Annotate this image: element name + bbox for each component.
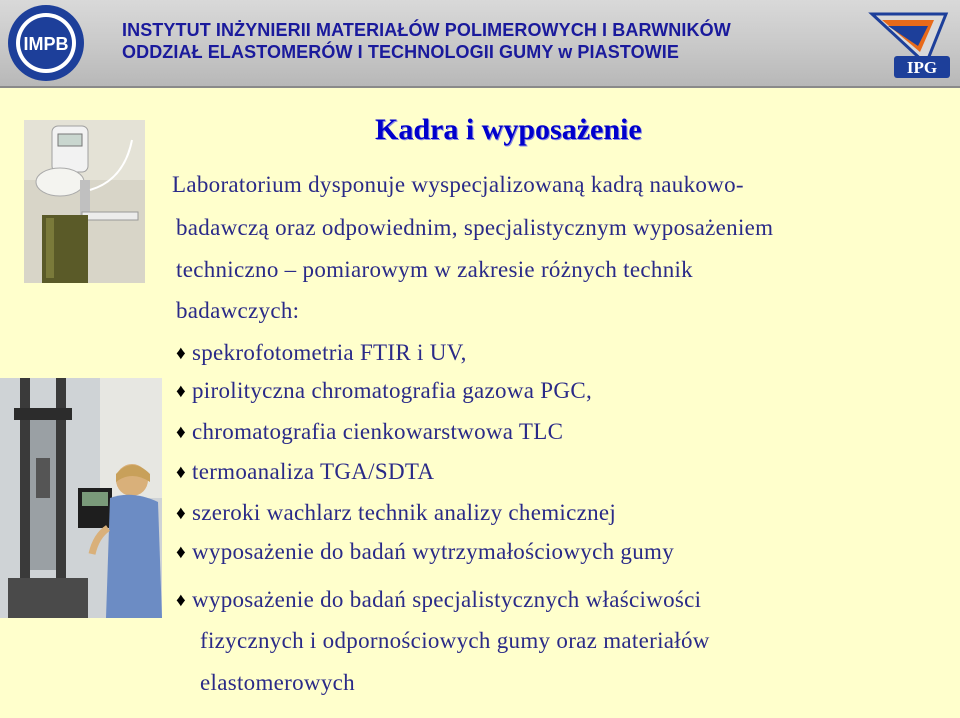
dispenser-photo: [24, 120, 145, 283]
list-item: [176, 419, 563, 445]
intro-line-3: techniczno – pomiarowym w zakresie różnych technik: [176, 257, 693, 282]
impb-logo: [6, 3, 86, 83]
list-item: [176, 378, 592, 404]
list-item-text: spekrofotometria FTIR i UV,: [192, 340, 467, 365]
diamond-bullet-icon: ♦: [176, 590, 186, 611]
continuation-line-1: fizycznych i odpornościowych gumy oraz materiałów: [200, 628, 710, 653]
ipg-logo: [864, 6, 954, 82]
continuation-line-2: elastomerowych: [200, 670, 355, 695]
diamond-bullet-icon: ♦: [176, 343, 186, 364]
list-item: [176, 500, 616, 526]
diamond-bullet-icon: ♦: [176, 462, 186, 483]
page-title: Kadra i wyposażenie: [375, 113, 642, 146]
testing-machine-photo: [0, 378, 162, 618]
header-bar: [0, 0, 960, 88]
institute-name: INSTYTUT INŻYNIERII MATERIAŁÓW POLIMEROWYCH I BARWNIKÓW: [122, 20, 731, 40]
list-item-text: szeroki wachlarz technik analizy chemicznej: [192, 500, 617, 525]
intro-line-1: Laboratorium dysponuje wyspecjalizowaną kadrą naukowo-: [172, 172, 744, 197]
department-name: ODDZIAŁ ELASTOMERÓW I TECHNOLOGII GUMY w PIASTOWIE: [122, 42, 680, 62]
logo-right-text: IPG: [906, 58, 938, 77]
diamond-bullet-icon: ♦: [176, 422, 186, 443]
logo-left-text: IMPB: [23, 34, 69, 54]
list-item-text: chromatografia cienkowarstwowa TLC: [192, 419, 564, 444]
diamond-bullet-icon: ♦: [176, 503, 186, 524]
list-item-text: wyposażenie do badań wytrzymałościowych gumy: [192, 539, 675, 564]
diamond-bullet-icon: ♦: [176, 381, 186, 402]
list-item: [176, 459, 434, 485]
list-item: [176, 340, 467, 366]
list-item: [176, 539, 674, 565]
intro-line-2: badawczą oraz odpowiednim, specjalistycznym wyposażeniem: [176, 215, 774, 240]
list-item-text: pirolityczna chromatografia gazowa PGC,: [192, 378, 593, 403]
intro-line-4: badawczych:: [176, 298, 300, 323]
list-item-text: wyposażenie do badań specjalistycznych właściwości: [192, 587, 702, 612]
list-item: [176, 587, 701, 613]
list-item-text: termoanaliza TGA/SDTA: [192, 459, 435, 484]
diamond-bullet-icon: ♦: [176, 542, 186, 563]
